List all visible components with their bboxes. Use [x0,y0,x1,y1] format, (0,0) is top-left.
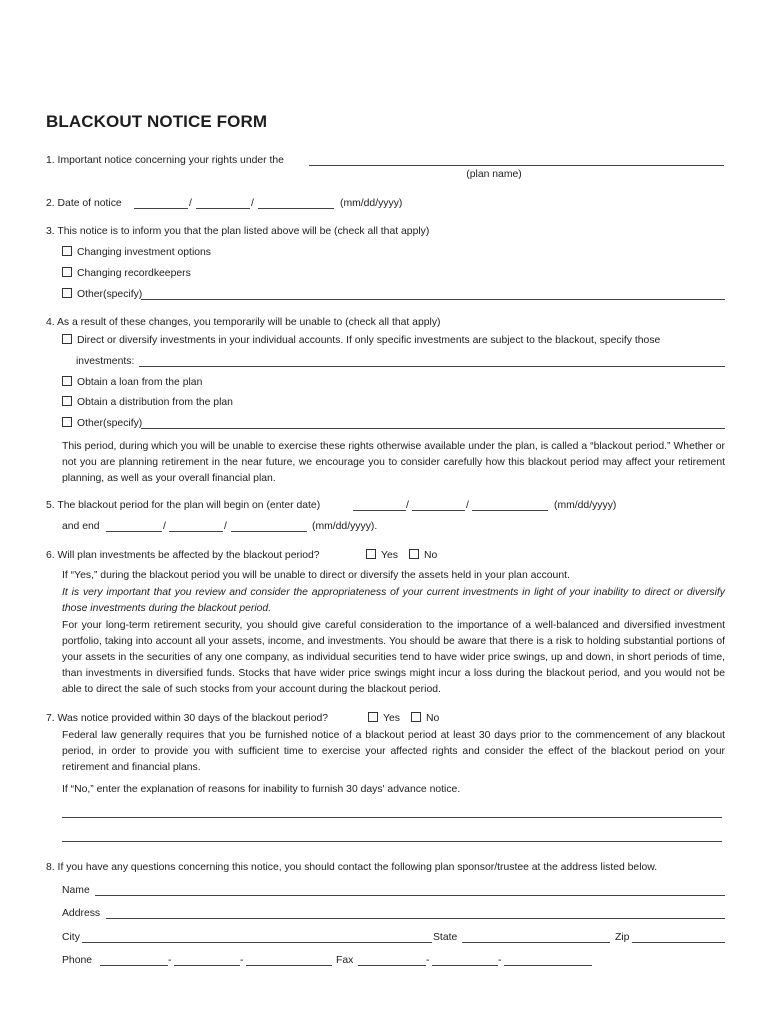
checkbox-obtain-distribution[interactable] [62,396,233,410]
date-format-hint: (mm/dd/yyyy). [312,521,378,532]
q4-text: 4. As a result of these changes, you temporarily will be unable to (check all that apply) [46,317,441,328]
end-year-field[interactable] [231,520,307,532]
date-separator: / [466,500,469,511]
address-label: Address [62,908,101,919]
date-format-hint: (mm/dd/yyyy) [340,198,403,209]
date-separator: / [163,521,166,532]
date-format-hint: (mm/dd/yyyy) [554,500,617,511]
q7-if-no-text: If “No,” enter the explanation of reasons for inability to furnish 30 days' advance notice. [62,784,461,795]
checkbox-icon [62,246,72,256]
q1-text: 1. Important notice concerning your rights under the [46,155,284,166]
checkbox-other[interactable] [62,288,142,302]
date-separator: / [251,198,254,209]
plan-name-field[interactable] [309,154,724,166]
begin-year-field[interactable] [472,499,548,511]
option-label: No [426,713,440,724]
checkbox-icon [62,267,72,277]
option-label: Direct or diversify investments in your individual accounts. If only specific investments are subject to the blackout, specify those [77,335,661,346]
q6-diversification-paragraph: For your long-term retirement security, you should give careful consideration to the importance of a well-balanced and diversified investment portfolio, taking into account all your assets, income, and investments. You should be aware that there is a risk to holding substantial portions of your assets in the securities of any one company, as individual securities tend to have wider price swings, up and down, in short periods of time, than investments in diversified funds. Stocks that have wider price swings might incur a loss during the blackout period, and you would not be able to direct the sale of such stocks from your account during the blackout period. [62,620,725,695]
end-day-field[interactable] [169,520,223,532]
phone-area-field[interactable] [100,954,168,966]
phone-label: Phone [62,955,93,966]
q3-text: 3. This notice is to inform you that the plan listed above will be (check all that apply) [46,226,430,237]
notice-month-field[interactable] [134,197,188,209]
city-field[interactable] [82,931,432,943]
fax-dash: - [426,955,430,966]
option-label: Other(specify) [77,289,143,300]
q5-text: 5. The blackout period for the plan will begin on (enter date) [46,500,321,511]
checkbox-icon [62,288,72,298]
blackout-period-paragraph: This period, during which you will be unable to exercise these rights otherwise available under the plan, is called a “blackout period.” Whether or not you are planning retirement in the near future, we encourage you to consider carefully how this blackout period may affect your retirement planning, as well as your overall financial plan. [62,441,725,485]
explanation-line-1[interactable] [62,806,722,818]
checkbox-changing-recordkeepers[interactable] [62,267,191,281]
checkbox-icon [368,712,378,722]
city-label: City [62,932,80,943]
phone-dash: - [240,955,244,966]
explanation-line-2[interactable] [62,830,722,842]
state-label: State [433,932,458,943]
q6-italic-notice: It is very important that you review and consider the appropriateness of your current investments in light of your inability to direct or diversify those investments during the blackout period. [62,587,725,614]
date-separator: / [406,500,409,511]
q7-text: 7. Was notice provided within 30 days of the blackout period? [46,713,329,724]
q7-federal-law-paragraph: Federal law generally requires that you be furnished notice of a blackout period at least 30 days prior to the commencement of any blackout period, in order to provide you with sufficient time to exercise your affected rights and consider the effect of the blackout period on your retirement and financial plans. [62,730,725,773]
checkbox-icon [409,549,419,559]
checkbox-icon [62,376,72,386]
fax-prefix-field[interactable] [432,954,498,966]
q6-text: 6. Will plan investments be affected by the blackout period? [46,550,320,561]
checkbox-icon [62,396,72,406]
checkbox-icon [62,417,72,427]
plan-name-caption: (plan name) [466,169,522,180]
begin-month-field[interactable] [353,499,406,511]
checkbox-other[interactable] [62,417,142,431]
option-label: Yes [381,550,398,561]
q2-label: 2. Date of notice [46,198,122,209]
checkbox-q6-yes[interactable] [366,549,398,563]
fax-dash: - [498,955,502,966]
notice-year-field[interactable] [258,197,334,209]
checkbox-direct-diversify[interactable] [62,334,660,348]
q8-text: 8. If you have any questions concerning this notice, you should contact the following plan sponsor/trustee at the address listed below. [46,862,658,873]
notice-day-field[interactable] [196,197,250,209]
fax-line-field[interactable] [504,954,592,966]
option-label: Changing recordkeepers [77,268,191,279]
checkbox-changing-investment-options[interactable] [62,246,211,260]
fax-label: Fax [336,955,354,966]
phone-dash: - [168,955,172,966]
zip-field[interactable] [632,931,725,943]
end-label: and end [62,521,100,532]
phone-prefix-field[interactable] [174,954,240,966]
option-label: Obtain a distribution from the plan [77,397,233,408]
checkbox-icon [62,334,72,344]
checkbox-q7-no[interactable] [411,712,439,726]
date-separator: / [189,198,192,209]
date-separator: / [224,521,227,532]
checkbox-icon [366,549,376,559]
q4-other-specify-field[interactable] [141,417,725,429]
sponsor-address-field[interactable] [106,907,725,919]
sponsor-name-field[interactable] [95,884,725,896]
name-label: Name [62,885,90,896]
begin-day-field[interactable] [412,499,465,511]
q6-if-yes-text: If “Yes,” during the blackout period you will be unable to direct or diversify the assets held in your plan account. [62,570,570,581]
checkbox-q7-yes[interactable] [368,712,400,726]
option-label: Obtain a loan from the plan [77,377,203,388]
form-title: BLACKOUT NOTICE FORM [46,112,268,131]
phone-line-field[interactable] [246,954,332,966]
investments-field[interactable] [139,355,725,367]
checkbox-q6-no[interactable] [409,549,437,563]
option-label: No [424,550,438,561]
option-label: Yes [383,713,400,724]
state-field[interactable] [462,931,610,943]
q3-other-specify-field[interactable] [141,288,725,300]
option-label: Other(specify) [77,418,143,429]
investments-label: investments: [76,356,135,367]
end-month-field[interactable] [106,520,162,532]
checkbox-obtain-loan[interactable] [62,376,202,390]
zip-label: Zip [615,932,630,943]
checkbox-icon [411,712,421,722]
option-label: Changing investment options [77,247,212,258]
fax-area-field[interactable] [358,954,426,966]
